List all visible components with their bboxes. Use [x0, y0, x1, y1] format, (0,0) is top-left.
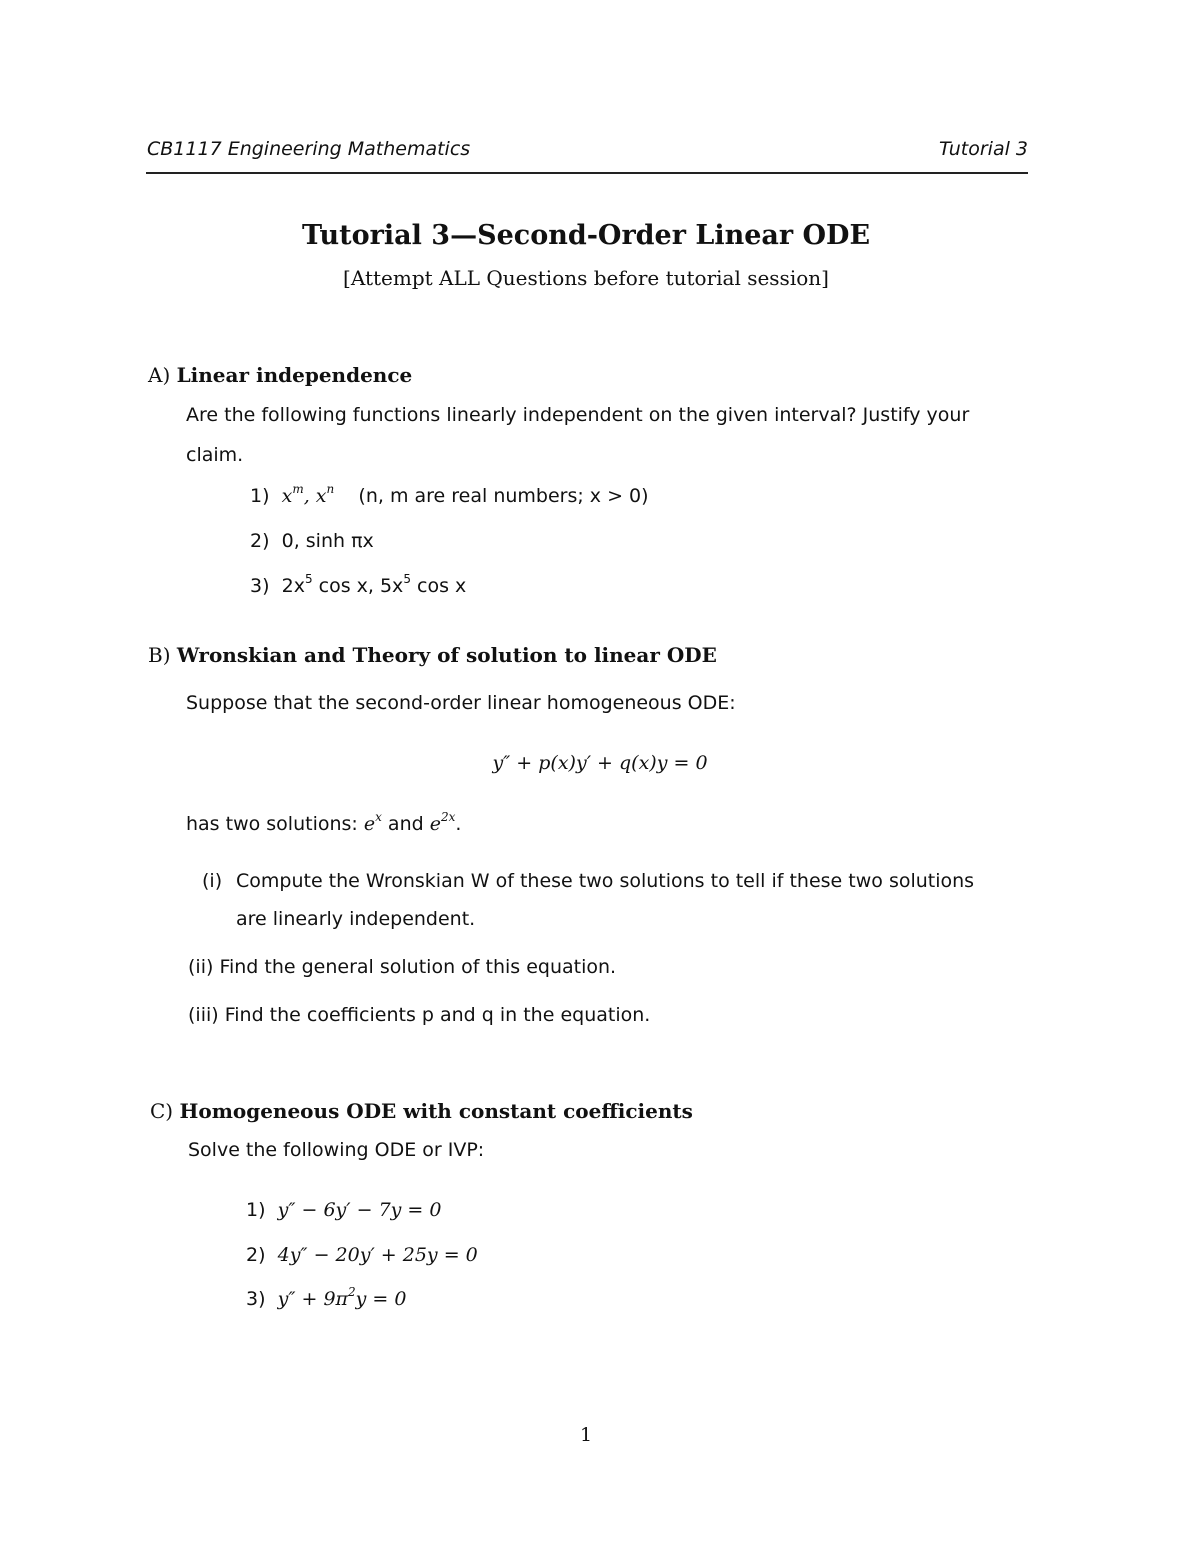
- header-course: CB1117 Engineering Mathematics: [147, 138, 471, 160]
- section-a-intro-line2: claim.: [186, 444, 244, 466]
- section-a-heading: [148, 363, 412, 387]
- item-expression: 4y″ − 20y′ + 25y = 0: [277, 1244, 478, 1266]
- item-note: (n, m are real numbers; x > 0): [358, 485, 649, 507]
- section-c-item-2: [246, 1244, 478, 1266]
- item-expression: $y'' + 9\pi^2y = 0$: [277, 1285, 407, 1310]
- section-c-title: Homogeneous ODE with constant coefficients: [179, 1099, 693, 1123]
- section-b-part-i-num: (i): [202, 870, 223, 892]
- item-number: 2): [250, 530, 270, 552]
- section-a-item-3: [250, 572, 467, 597]
- section-b-equation: y″ + p(x)y′ + q(x)y = 0: [492, 752, 708, 774]
- section-b-letter: B): [148, 643, 171, 667]
- section-b-part-i-line1: Compute the Wronskian W of these two solutions to tell if these two solutions: [236, 870, 975, 892]
- item-expression: y″ − 6y′ − 7y = 0: [277, 1199, 442, 1221]
- section-b-heading: [148, 643, 717, 667]
- part-text: Find the general solution of this equation.: [219, 956, 617, 978]
- section-a-title: Linear independence: [176, 363, 413, 387]
- section-a-intro-line1: Are the following functions linearly independent on the given interval? Justify your: [186, 404, 970, 426]
- header-tutorial: Tutorial 3: [939, 138, 1028, 160]
- page-title: Tutorial 3—Second-Order Linear ODE: [301, 220, 871, 251]
- item-number: 1): [250, 485, 270, 507]
- page-subtitle: [Attempt ALL Questions before tutorial session]: [343, 266, 829, 290]
- section-b-part-iii: [188, 1004, 650, 1026]
- part-number: (iii): [188, 1004, 219, 1026]
- section-c-item-1: [246, 1199, 441, 1221]
- section-c-item-3: [246, 1285, 407, 1310]
- page-number: 1: [579, 1424, 593, 1446]
- section-a-item-1: [250, 482, 649, 507]
- item-expression: 0, sinh πx: [281, 530, 374, 552]
- section-c-intro: Solve the following ODE or IVP:: [188, 1139, 485, 1161]
- item-number: 3): [246, 1288, 266, 1310]
- section-b-part-ii: [188, 956, 616, 978]
- item-expression: $x^m$, $x^n$: [281, 482, 335, 507]
- item-expression: $2x^5$ cos x, $5x^5$ cos x: [281, 572, 467, 597]
- item-number: 2): [246, 1244, 266, 1266]
- section-a-letter: A): [148, 363, 171, 387]
- section-a-item-2: [250, 530, 374, 552]
- section-c-letter: C): [150, 1099, 174, 1123]
- section-b-intro: Suppose that the second-order linear homogeneous ODE:: [186, 692, 736, 714]
- section-b-solutions: has two solutions: $e^x$ and $e^{2x}$.: [186, 810, 462, 835]
- part-text: Find the coefficients p and q in the equation.: [224, 1004, 651, 1026]
- item-number: 3): [250, 575, 270, 597]
- part-number: (ii): [188, 956, 214, 978]
- item-number: 1): [246, 1199, 266, 1221]
- section-b-title: Wronskian and Theory of solution to linear ODE: [176, 643, 717, 667]
- solution-1: $e^x$: [363, 810, 382, 835]
- section-c-heading: [150, 1099, 693, 1123]
- header-rule: [146, 172, 1028, 174]
- solution-2: $e^{2x}$: [429, 810, 456, 835]
- section-b-part-i-line2: are linearly independent.: [236, 908, 476, 930]
